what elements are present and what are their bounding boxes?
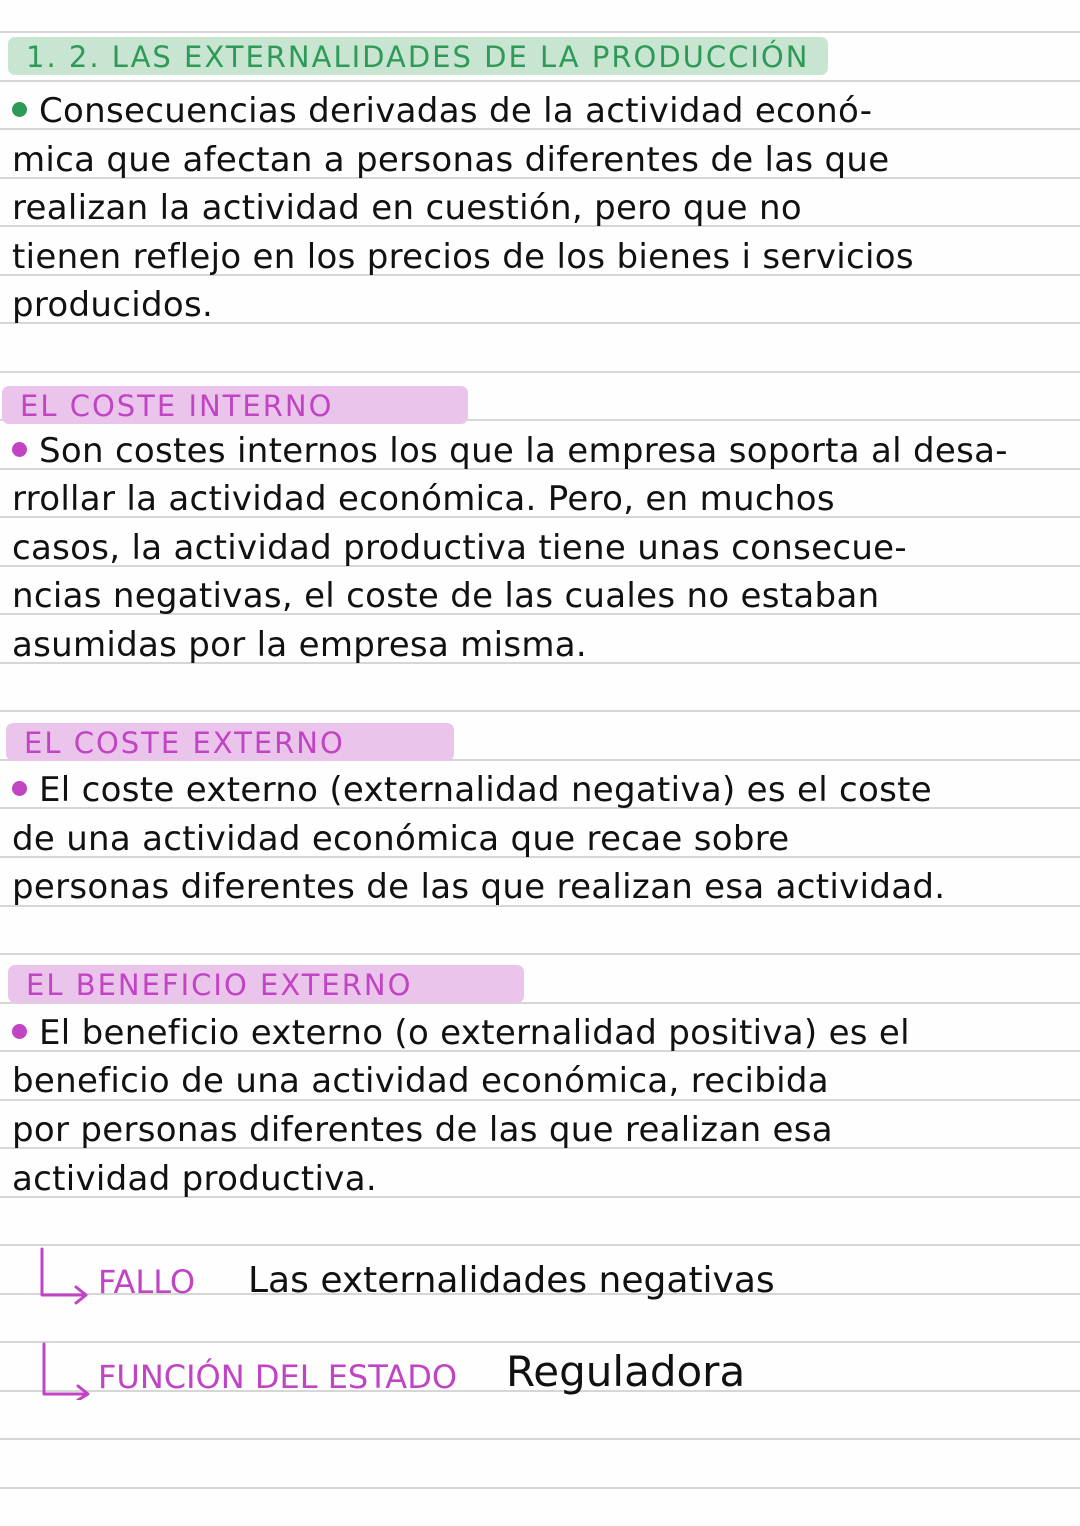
note-label: FUNCIÓN DEL ESTADO [98, 1358, 458, 1396]
ruled-line [0, 710, 1080, 712]
text-line: tienen reflejo en los precios de los bienes i servicios [12, 237, 914, 277]
text-line: rrollar la actividad económica. Pero, en muchos [12, 479, 835, 519]
note-value: Reguladora [506, 1347, 746, 1396]
text-line: actividad productiva. [12, 1159, 377, 1199]
text-line: de una actividad económica que recae sobre [12, 819, 790, 859]
section-heading-coste-externo [6, 723, 454, 761]
bullet-icon [12, 442, 27, 457]
ruled-line [0, 80, 1080, 82]
text-line: realizan la actividad en cuestión, pero que no [12, 188, 802, 228]
bullet-icon [12, 1024, 27, 1039]
note-funcion-estado [36, 1340, 936, 1400]
bullet-icon [12, 102, 27, 117]
text-line: producidos. [12, 285, 214, 325]
line-text: El beneficio externo (o externalidad positiva) es el [39, 1013, 910, 1053]
text-line [12, 88, 872, 134]
heading-text: 1. 2. LAS EXTERNALIDADES DE LA PRODUCCIÓN [26, 40, 810, 74]
text-line: mica que afectan a personas diferentes de las que [12, 140, 890, 180]
section-heading-externalidades [8, 37, 828, 75]
arrow-icon [36, 1340, 96, 1400]
ruled-line [0, 953, 1080, 955]
text-line [12, 767, 932, 813]
text-line [12, 1010, 910, 1056]
bullet-icon [12, 781, 27, 796]
heading-text: EL COSTE EXTERNO [24, 726, 345, 760]
text-line: ncias negativas, el coste de las cuales no estaban [12, 576, 880, 616]
text-line: asumidas por la empresa misma. [12, 625, 588, 665]
section-heading-beneficio-externo [8, 965, 524, 1003]
section-heading-coste-interno [2, 386, 468, 424]
text-line [12, 428, 1008, 474]
text-line: beneficio de una actividad económica, recibida [12, 1061, 829, 1101]
ruled-line [0, 1438, 1080, 1440]
ruled-line [0, 371, 1080, 373]
line-text: Consecuencias derivadas de la actividad econó- [39, 91, 873, 131]
text-line: por personas diferentes de las que realizan esa [12, 1110, 833, 1150]
note-fallo [36, 1245, 936, 1305]
heading-text: EL COSTE INTERNO [20, 389, 334, 423]
ruled-line [0, 31, 1080, 33]
arrow-icon [36, 1245, 96, 1305]
note-value: Las externalidades negativas [248, 1260, 775, 1301]
line-text: El coste externo (externalidad negativa) es el coste [39, 770, 933, 810]
note-label: FALLO [98, 1263, 196, 1301]
text-line: casos, la actividad productiva tiene unas consecue- [12, 528, 907, 568]
heading-text: EL BENEFICIO EXTERNO [26, 968, 413, 1002]
text-line: personas diferentes de las que realizan esa actividad. [12, 867, 946, 907]
ruled-line [0, 1487, 1080, 1489]
line-text: Son costes internos los que la empresa soporta al desa- [39, 431, 1008, 471]
